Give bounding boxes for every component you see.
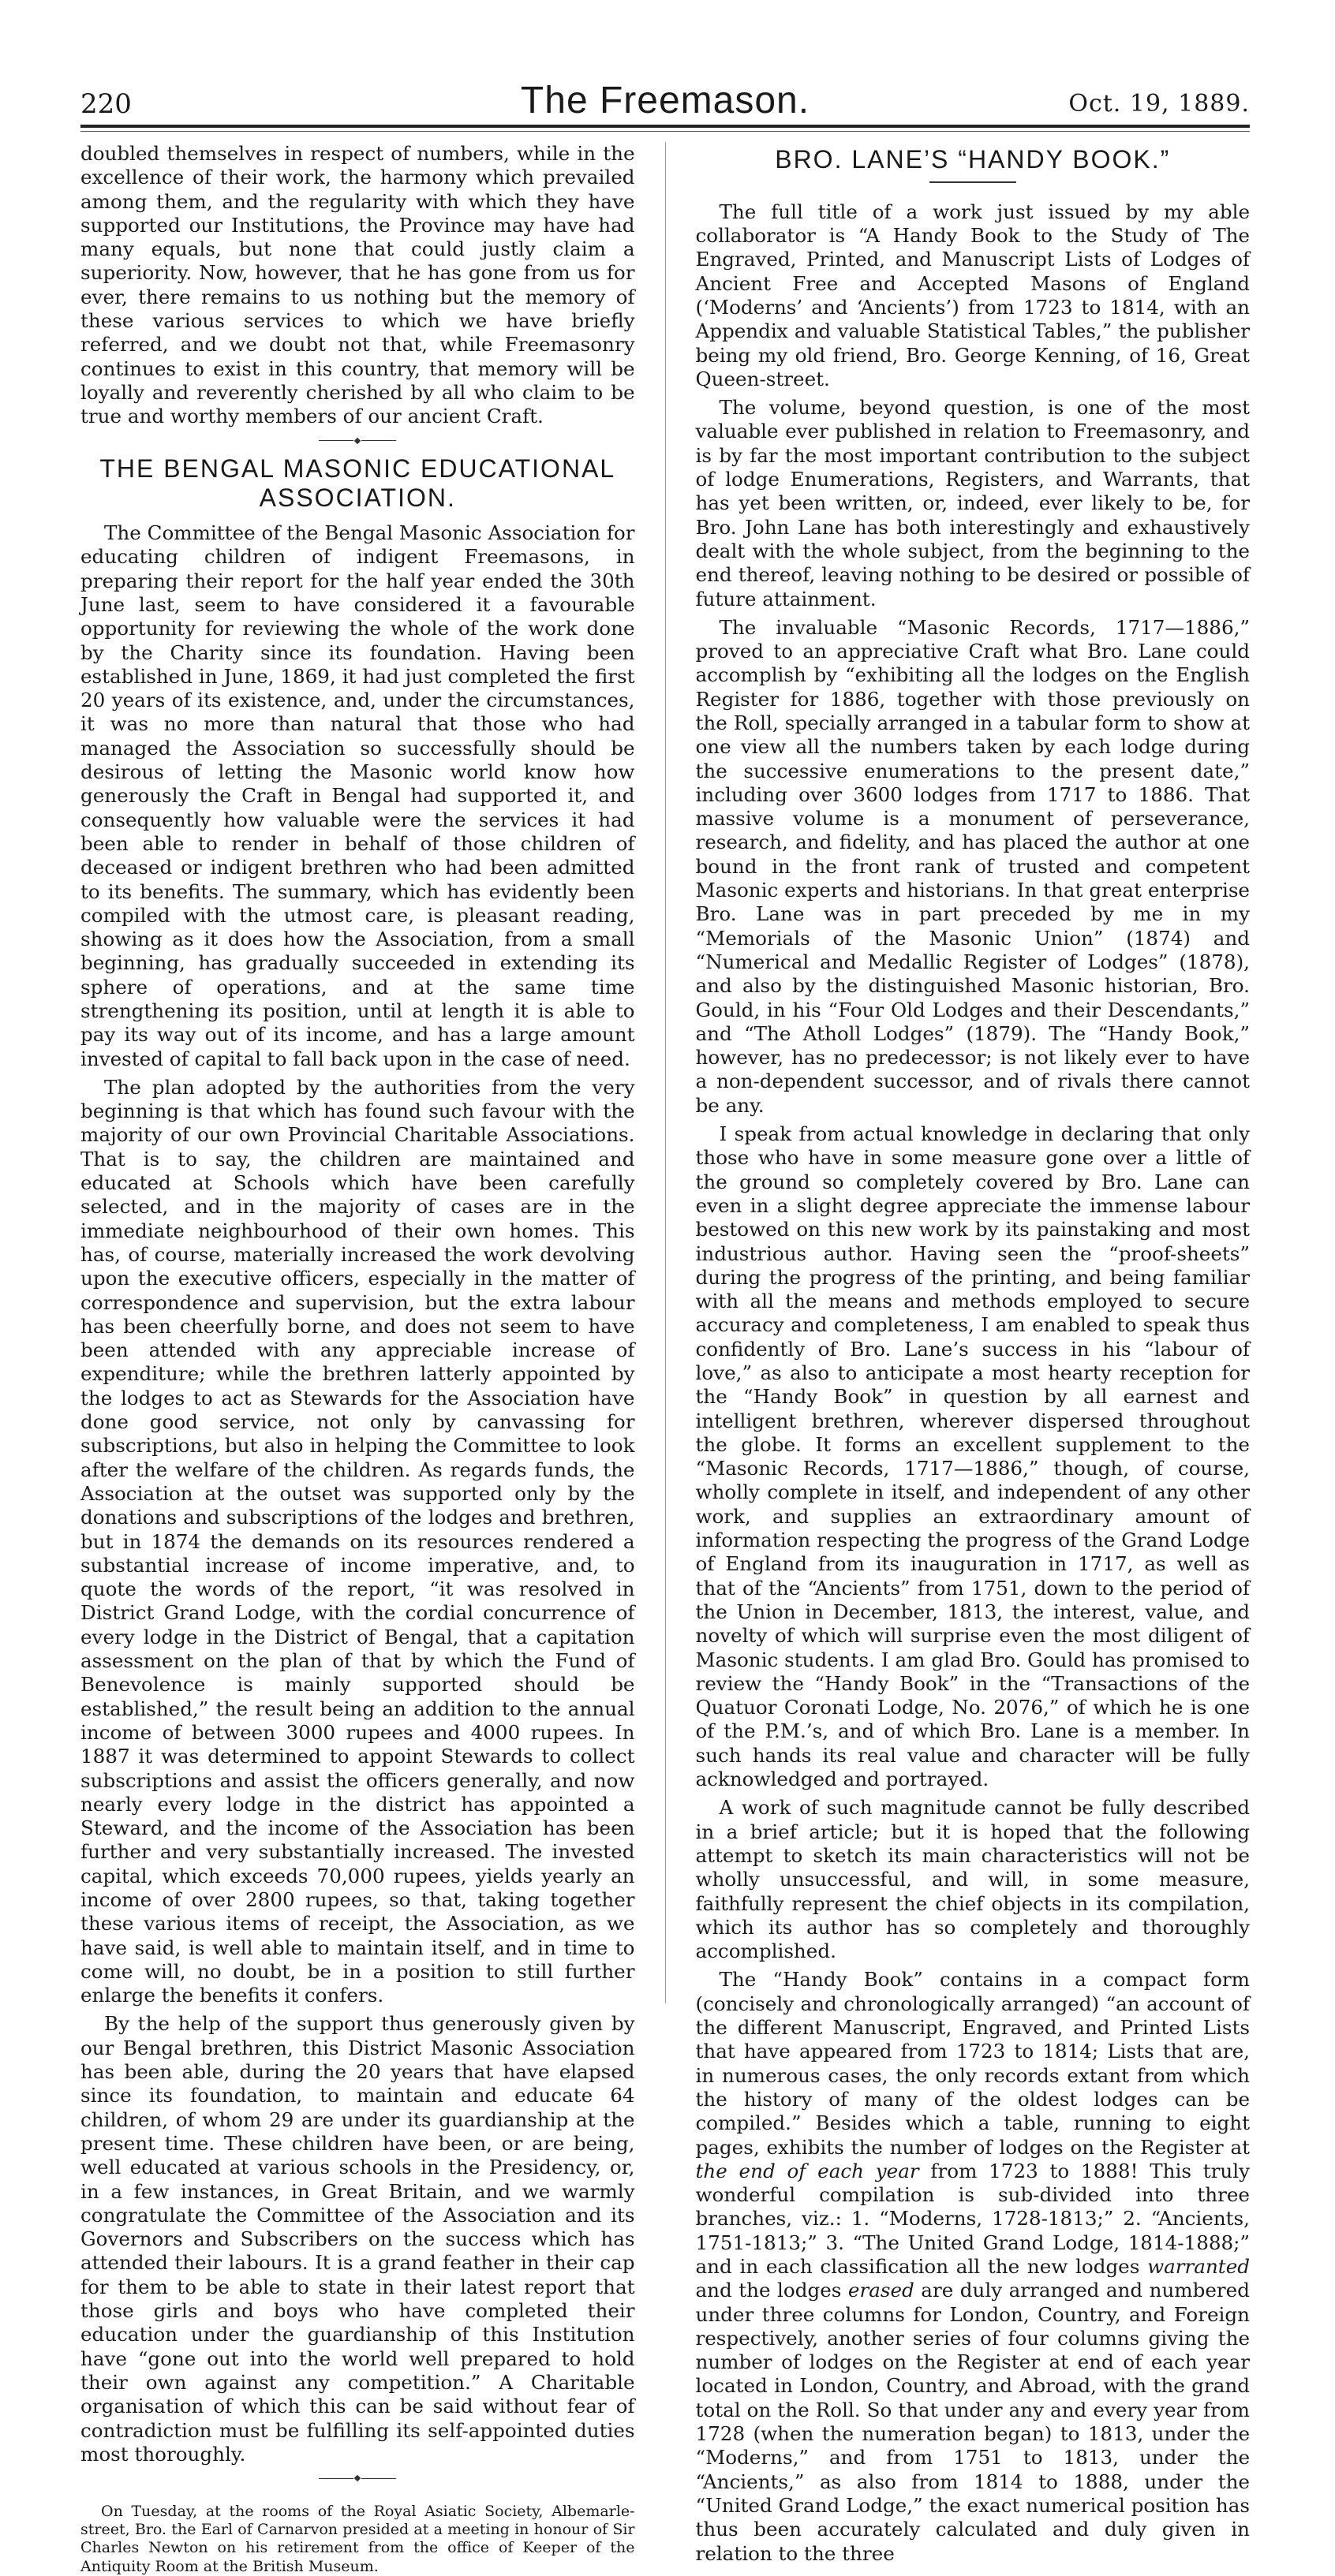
right-column — [695, 142, 1251, 2565]
diamond-ornament-icon — [354, 2475, 361, 2481]
text-run: and the lodges — [695, 2279, 848, 2302]
handy-book-paragraph-3: The invaluable “Masonic Records, 1717—1886,” proved to an appreciative Craft what Bro. Lane could accomplish by “exhibiting all the lodges on the English Register for 1886, together with those previously on the Roll, specially arranged in a tabular form to show at one view all the numbers taken by each lodge during the successive enumerations to the present date,” including over 3600 lodges from 1717 to 1886. That massive volume is a monument of perseverance, research, and fidelity, and has placed the author at one bound in the front rank of trusted and competent Masonic experts and historians. In that great enterprise Bro. Lane was in part preceded by me in my “Memorials of the Masonic Union” (1874) and “Numerical and Medallic Register of Lodges” (1878), and also by the distinguished Masonic historian, Bro. Gould, in his “Four Old Lodges and their Descendants,” and “The Atholl Lodges” (1879). The “Handy Book,” however, has no predecessor; is not likely ever to have a non-dependent successor, and of rivals there cannot be any. — [695, 615, 1250, 1117]
heading-rule — [929, 181, 1016, 183]
section-divider — [80, 439, 635, 443]
handy-book-paragraph-6 — [696, 1968, 1251, 2565]
column-rule — [665, 142, 666, 2003]
continued-paragraph: doubled themselves in respect of numbers, while in the excellence of their work, the harmony which prevailed among them, and the regularity with which they have supported our Institutions, the Province may have had many equals, but none that could justly claim a superiority. Now, however, that he has gone from us for ever, there remains to us nothing but the memory of these various services to which we have briefly referred, and we doubt not that, while Freemasonry continues to exist in this country, that memory will be loyally and reverently cherished by all who claim to be true and worthy members of our ancient Craft. — [80, 142, 635, 428]
publication-title: The Freemason. — [520, 80, 810, 121]
italic-run: warranted — [1147, 2254, 1250, 2278]
bengal-paragraph-2: The plan adopted by the authorities from the very beginning is that which has found such favour with the majority of our own Provincial Charitable Associations. That is to say, the children are maintained and educated at Schools which have been carefully selected, and in the majority of cases are in the immediate neighbourhood of their own homes. This has, of course, materially increased the work devolving upon the executive officers, especially in the matter of correspondence and supervision, but the extra labour has been cheerfully borne, and does not seem to have been attended with any appreciable increase of expenditure; while the brethren latterly appointed by the lodges to act as Stewards for the Association have done good service, not only by canvassing for subscriptions, but also in helping the Committee to look after the welfare of the children. As regards funds, the Association at the outset was supported only by the donations and subscriptions of the lodges and brethren, but in 1874 the demands on its resources rendered a substantial increase of income imperative, and, to quote the words of the report, “it was resolved in District Grand Lodge, with the cordial concurrence of every lodge in the District of Bengal, that a capitation assessment on the plan of that by which the Fund of Benevolence is mainly supported should be established,” the result being an addition to the annual income of between 3000 rupees and 4000 rupees. In 1887 it was determined to appoint Stewards to collect subscriptions and assist the officers generally, and now nearly every lodge in the district has appointed a Steward, and the income of the Association has been further and very substantially increased. The invested capital, which exceeds 70,000 rupees, yields yearly an income of over 2800 rupees, so that, taking together these various items of receipt, the Association, as we have said, is well able to maintain itself, and in time to come will, no doubt, be in a position to still further enlarge the benefits it confers. — [80, 1075, 635, 2007]
article-columns — [80, 142, 1250, 2575]
page-number: 220 — [80, 88, 132, 120]
issue-date: Oct. 19, 1889. — [1068, 90, 1250, 118]
bengal-article-heading: THE BENGAL MASONIC EDUCATIONAL ASSOCIATION. — [99, 454, 616, 513]
header-rule-thin — [80, 131, 1250, 132]
handy-book-paragraph-2: The volume, beyond question, is one of the most valuable ever published in relation to Freemasonry, and is by far the most important contribution to the subject of lodge Enumerations, Registers, and Warrants, that has yet been written, or, indeed, ever likely to be, for Bro. John Lane has both interestingly and exhaustively dealt with the whole subject, from the beginning to the end thereof, leaving nothing to be desired or possible of future attainment. — [695, 396, 1250, 610]
bengal-paragraph-3: By the help of the support thus generously given by our Bengal brethren, this District Masonic Association has been able, during the 20 years that have elapsed since its foundation, to maintain and educate 64 children, of whom 29 are under its guardianship at the present time. These children have been, or are being, well educated at various schools in the Presidency, or, in a few instances, in Great Britain, and we warmly congratulate the Committee of the Association and its Governors and Subscribers on the success which has attended their labours. It is a grand feather in their cap for them to be able to state in their latest report that those girls and boys who have completed their education under the guardianship of this Institution have “gone out into the world well prepared to hold their own against any competition.” A Charitable organisation of which this can be said without fear of contradiction must be fulfilling its self-appointed duties most thoroughly. — [80, 2012, 635, 2466]
italic-run: the end of each year — [695, 2159, 919, 2182]
handy-book-heading: BRO. LANE’S “HANDY BOOK.” — [775, 145, 1171, 174]
handy-book-paragraph-5: A work of such magnitude cannot be fully described in a brief article; but it is hoped that the following attempt to sketch its main characteristics will not be wholly unsuccessful, and will, in some measure, faithfully represent the chief objects in its compilation, which its author has so completely and thoroughly accomplished. — [695, 1796, 1250, 1963]
text-run: from 1723 to 1888! This truly wonderful compilation is sub-divided into three branches, viz.: 1. “Moderns, 1728-1813;” 2. “Ancients, 1751-1813;” 3. “The United Grand Lodge, 1814-1888;” and in each classification all the new lodges — [695, 2159, 1250, 2278]
bengal-paragraph-1: The Committee of the Bengal Masonic Association for educating children of indigent Freemasons, in preparing their report for the half year ended the 30th June last, seem to have considered it a favourable opportunity for reviewing the whole of the work done by the Charity since its foundation. Having been established in June, 1869, it had just completed the first 20 years of its existence, and, under the circumstances, it was no more than natural that those who had managed the Association so successfully should be desirous of letting the Masonic world know how generously the Craft in Bengal had supported it, and consequently how valuable were the services it had been able to render in behalf of those children of deceased or indigent brethren who had been admitted to its benefits. The summary, which has evidently been compiled with the utmost care, is pleasant reading, showing as it does how the Association, from a small beginning, has gradually succeeded in extending its sphere of operations, and at the same time strengthening its position, until at length it is able to pay its way out of its income, and has a large amount invested of capital to fall back upon in the case of need. — [80, 521, 635, 1070]
news-note: On Tuesday, at the rooms of the Royal Asiatic Society, Albemarle-street, Bro. the Earl of Carnarvon presided at a meeting in honour of Sir Charles Newton on his retirement from the office of Keeper of the Antiquity Room at the British Museum. — [80, 2503, 635, 2575]
masthead — [80, 0, 1250, 126]
header-rule-thick — [80, 125, 1250, 128]
left-column — [80, 142, 635, 2575]
section-divider — [80, 2476, 635, 2481]
handy-book-paragraph-4: I speak from actual knowledge in declaring that only those who have in some measure gone over a little of the ground so completely covered by Bro. Lane can even in a slight degree appreciate the immense labour bestowed on this new work by its painstaking and most industrious author. Having seen the “proof-sheets” during the progress of the printing, and being familiar with all the means and methods employed to secure accuracy and completeness, I am enabled to speak thus confidently of Bro. Lane’s success in his “labour of love,” as also to anticipate a most hearty reception for the “Handy Book” in question by all earnest and intelligent brethren, wherever dispersed throughout the globe. It forms an excellent supplement to the “Masonic Records, 1717—1886,” though, of course, wholly complete in itself, and independent of any other work, and supplies an extraordinary amount of information respecting the progress of the Grand Lodge of England from its inauguration in 1717, as well as that of the “Ancients” from 1751, down to the period of the Union in December, 1813, the interest, value, and novelty of which will surprise even the most diligent of Masonic students. I am glad Bro. Gould has promised to review the “Handy Book” in the “Transactions of the Quatuor Coronati Lodge, No. 2076,” of which he is one of the P.M.’s, and of which Bro. Lane is a member. In such hands its real value and character will be fully acknowledged and portrayed. — [695, 1122, 1250, 1791]
italic-run: erased — [847, 2279, 914, 2302]
text-run: The “Handy Book” contains in a compact form (concisely and chronologically arranged) “an account of the different Manuscript, Engraved, and Printed Lists that have appeared from 1723 to 1814; Lists that are, in numerous cases, the only records extant from which the history of many of the oldest lodges can be compiled.” Besides which a table, running to eight pages, exhibits the number of lodges on the Register at — [695, 1968, 1250, 2159]
diamond-ornament-icon — [354, 437, 361, 443]
handy-book-paragraph-1: The full title of a work just issued by my able collaborator is “A Handy Book to the Study of The Engraved, Printed, and Manuscript Lists of Lodges of Ancient Free and Accepted Masons of England (‘Moderns’ and ‘Ancients’) from 1723 to 1814, with an Appendix and valuable Statistical Tables,” the publisher being my old friend, Bro. George Kenning, of 16, Great Queen-street. — [695, 200, 1250, 390]
text-run: are duly arranged and numbered under three columns for London, Country, and Foreign respectively, another series of four columns giving the number of lodges on the Register at end of each year located in London, Country, and Abroad, with the grand total on the Roll. So that under any and every year from 1728 (when the numeration began) to 1813, under the “Moderns,” and from 1751 to 1813, under the “Ancients,” as also from 1814 to 1888, under the “United Grand Lodge,” the exact numerical position has thus been accurately calculated and duly given in relation to the three — [695, 2279, 1250, 2565]
